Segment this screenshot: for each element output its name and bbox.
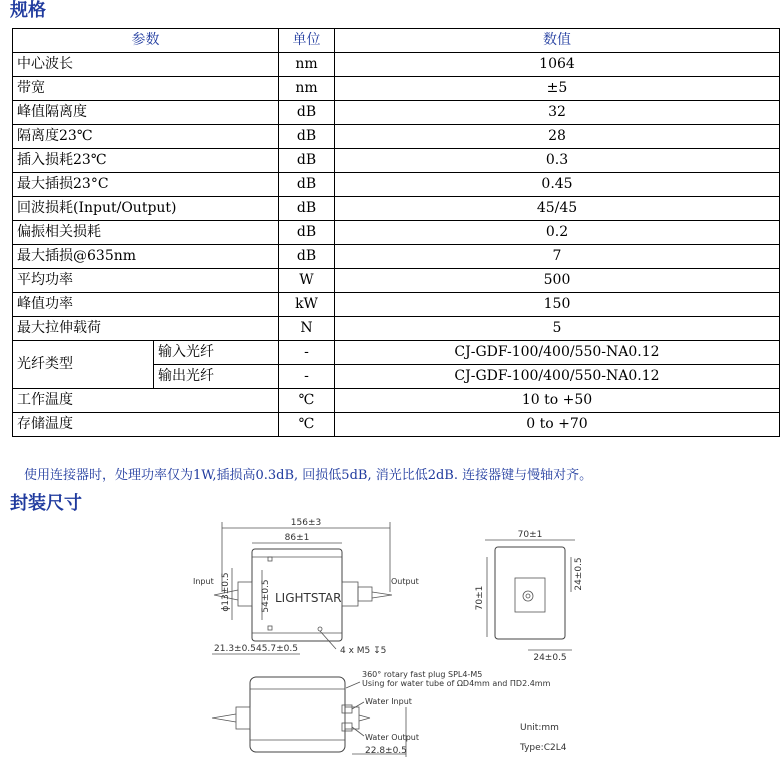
plug-note-1: 360° rotary fast plug SPL4-M5 [362,670,483,679]
value-cell: ±5 [335,77,780,101]
package-heading: 封装尺寸 [10,493,82,514]
value-cell: 0.3 [335,149,780,173]
type-label: Type:C2L4 [520,743,567,753]
param-cell: 峰值功率 [13,293,279,317]
bottom-input-boot [236,707,250,729]
leader-line [352,727,364,736]
unit-cell: nm [279,53,335,77]
water-output-label: Water Output [365,733,419,742]
value-cell: 45/45 [335,197,780,221]
unit-cell: dB [279,101,335,125]
unit-cell: dB [279,197,335,221]
dim-body-length: 86±1 [284,533,310,543]
side-port [523,591,533,601]
dim-offset-h: 24±0.5 [533,653,567,663]
param-cell: 工作温度 [13,389,279,413]
value-cell: 500 [335,269,780,293]
unit-cell: ℃ [279,389,335,413]
table-row [13,245,780,269]
table-row [13,77,780,101]
water-input-label: Water Input [365,697,412,706]
param-cell: 中心波长 [13,53,279,77]
unit-cell: ℃ [279,413,335,437]
param-cell: 偏振相关损耗 [13,221,279,245]
fiber-sub-cell: 输出光纤 [154,365,279,389]
unit-cell: dB [279,149,335,173]
param-cell: 插入损耗23℃ [13,149,279,173]
value-cell: 0.2 [335,221,780,245]
unit-cell: - [279,341,335,365]
side-port-inner [526,594,530,598]
param-cell: 最大拉伸载荷 [13,317,279,341]
header-unit: 单位 [279,29,335,53]
value-cell: 5 [335,317,780,341]
hole-mark [268,626,272,630]
value-cell: CJ-GDF-100/400/550-NA0.12 [335,341,780,365]
value-cell: 0.45 [335,173,780,197]
table-row [13,101,780,125]
unit-cell: N [279,317,335,341]
bottom-body [250,677,345,752]
water-plug [342,723,352,731]
param-cell: 回波损耗(Input/Output) [13,197,279,221]
value-cell: 10 to +50 [335,389,780,413]
leader-line [346,682,360,688]
bottom-output-fiber [359,715,370,721]
table-row [13,149,780,173]
param-cell: 带宽 [13,77,279,101]
hole-mark [268,557,272,561]
output-connector [358,587,372,601]
unit-cell: kW [279,293,335,317]
output-fiber [372,592,392,598]
dim-side-width: 70±1 [517,530,543,540]
holes-label: 4 x M5 ↧5 [340,646,387,656]
hole-mark [318,627,322,631]
bottom-input-fiber [212,714,236,722]
table-row [13,197,780,221]
unit-label: Unit:mm [520,723,559,733]
plug-note-2: Using for water tube of ΩD4mm and ΠD2.4mm [362,679,551,688]
leader-line [352,702,364,709]
value-cell: 32 [335,101,780,125]
header-value: 数值 [335,29,780,53]
table-row [13,341,780,365]
unit-cell: nm [279,77,335,101]
param-cell: 最大插损23°C [13,173,279,197]
param-cell: 隔离度23℃ [13,125,279,149]
dim-body-height: 54±0.5 [261,579,271,613]
dim-c: 22.8±0.5 [365,746,407,756]
water-plug [342,705,352,713]
unit-cell: dB [279,245,335,269]
unit-cell: dB [279,173,335,197]
dim-side-height: 70±1 [475,585,485,611]
fiber-type-cell: 光纤类型 [13,341,154,389]
table-row [13,125,780,149]
output-boot [342,582,358,606]
value-cell: 0 to +70 [335,413,780,437]
dim-b: 45.7±0.5 [256,644,298,654]
side-body [495,547,565,639]
unit-cell: dB [279,125,335,149]
table-row [13,53,780,77]
table-header-row [13,29,780,53]
dim-offset-v: 24±0.5 [574,557,584,591]
table-row [13,413,780,437]
input-boot [238,582,252,606]
param-cell: 最大插损@635nm [13,245,279,269]
table-row [13,269,780,293]
package-drawing [0,512,783,767]
connector-note: 使用连接器时，处理功率仅为1W,插损高0.3dB, 回损低5dB, 消光比低2dB. 连接器键与慢轴对齐。 [24,468,593,483]
value-cell: 150 [335,293,780,317]
table-row [13,221,780,245]
spec-heading: 规格 [10,0,46,21]
value-cell: CJ-GDF-100/400/550-NA0.12 [335,365,780,389]
dim-fiber-dia: ϕ13±0.5 [221,572,231,612]
logo: LIGHTSTAR [275,591,342,605]
table-row [13,317,780,341]
input-label: Input [193,577,214,586]
param-cell: 峰值隔离度 [13,101,279,125]
header-param: 参数 [13,29,279,53]
table-row [13,293,780,317]
output-label: Output [391,577,419,586]
dim-overall-length: 156±3 [290,518,322,528]
unit-cell: - [279,365,335,389]
dim-a: 21.3±0.5 [214,644,256,654]
param-cell: 平均功率 [13,269,279,293]
param-cell: 存储温度 [13,413,279,437]
value-cell: 1064 [335,53,780,77]
table-row [13,173,780,197]
fiber-sub-cell: 输入光纤 [154,341,279,365]
spec-table [12,28,780,437]
leader-line [320,631,336,649]
unit-cell: dB [279,221,335,245]
unit-cell: W [279,269,335,293]
value-cell: 7 [335,245,780,269]
value-cell: 28 [335,125,780,149]
table-row [13,389,780,413]
